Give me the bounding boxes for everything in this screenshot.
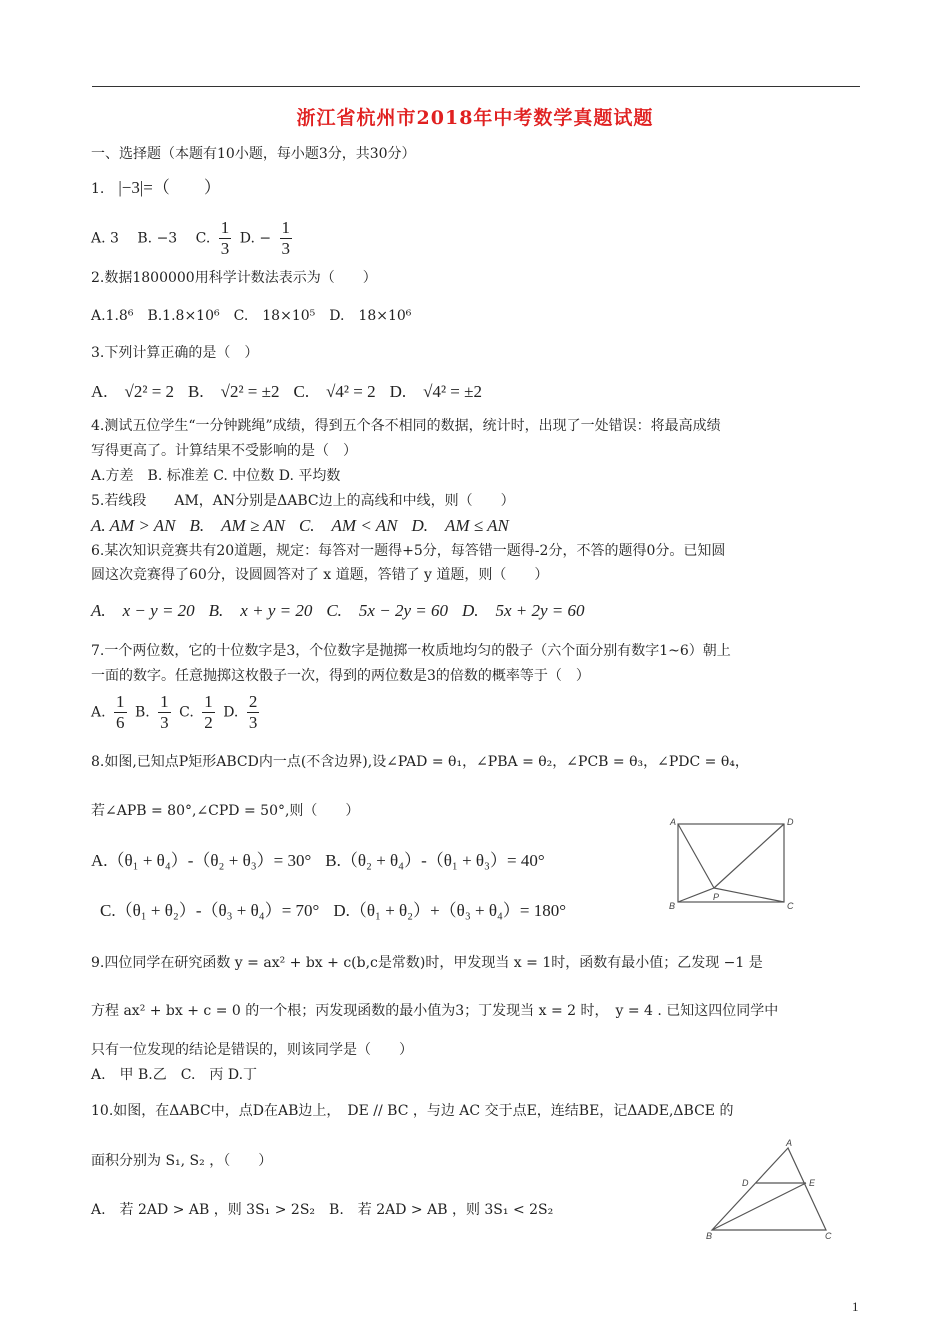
question-8-options-ab: A.（θ₁ + θ₄）-（θ₂ + θ₃）= 30° B.（θ₂ + θ₄）-（θ₁ + θ₃）= 40° [91,851,545,870]
question-10-options: A. 若 2AD > AB ，则 3S₁ > 2S₂ B. 若 2AD > AB ，则 3S₁ < 2S₂ [91,1202,554,1218]
question-7-line2: 一面的数字。任意抛掷这枚骰子一次，得到的两位数是3的倍数的概率等于（ ） [91,668,590,684]
segment-ap [678,824,714,888]
label-a: A [786,1138,793,1148]
triangle-abc [712,1148,826,1230]
page-number: 1 [852,1299,859,1314]
label-e: E [809,1178,816,1188]
fraction: $\frac{1}{2}$ [204,692,213,732]
question-2: 2.数据1800000用科学计数法表示为（ ） [91,270,377,286]
header-rule [92,86,860,87]
label-b: B [669,901,676,911]
rectangle-abcd [678,824,784,902]
label-p: P [713,892,720,902]
segment-cp [714,888,784,902]
rectangle-figure [662,812,807,914]
question-2-options: A.1.8⁶ B.1.8×10⁶ C. 18×10⁵ D. 18×10⁶ [91,308,412,324]
question-4-options: A.方差 B. 标准差 C. 中位数 D. 平均数 [91,468,341,484]
label-c: C [787,901,794,911]
question-6-line1: 6.某次知识竞赛共有20道题，规定：每答对一题得+5分，每答错一题得-2分，不答的题得0分。已知圆 [91,543,726,559]
question-10-line2: 面积分别为 S₁, S₂ ，（ ） [91,1153,273,1169]
question-1-options: A. 3 B. −3 C. $\frac{1}{3}$ D. − $\frac{1}{3}$ [91,218,291,258]
label-d: D [742,1178,749,1188]
question-9-line3: 只有一位发现的结论是错误的，则该同学是（ ） [91,1042,413,1058]
question-6-line2: 圆这次竞赛得了60分，设圆圆答对了 x 道题，答错了 y 道题，则（ ） [91,567,549,583]
question-1: 1. |−3|=（ ） [91,178,221,197]
label-b: B [706,1231,713,1241]
question-9-options: A. 甲 B.乙 C. 丙 D.丁 [91,1067,258,1083]
question-9-line1: 9.四位同学在研究函数 y = ax² + bx + c(b,c是常数)时，甲发现当 x = 1时，函数有最小值；乙发现 −1 是 [91,955,763,971]
question-8-line2: 若∠APB = 80°,∠CPD = 50°,则（ ） [91,803,360,819]
triangle-figure [700,1138,850,1243]
section-heading: 一、选择题（本题有10小题，每小题3分，共30分） [91,146,416,162]
question-6-options: A. x − y = 20 B. x + y = 20 C. 5x − 2y = 60 D. 5x + 2y = 60 [91,601,585,620]
page-title: 浙江省杭州市2018年中考数学真题试题 [296,107,654,129]
question-3-options: A. √2² = 2 B. √2² = ±2 C. √4² = 2 D. √4² = ±2 [91,382,482,401]
fraction: $\frac{1}{3}$ [220,218,230,258]
fraction: $\frac{1}{6}$ [116,692,125,732]
question-4-line2: 写得更高了。计算结果不受影响的是（ ） [91,443,357,459]
question-7-options: A. $\frac{1}{6}$ B. $\frac{1}{3}$ C. $\frac{1}{2}$ D. $\frac{2}{3}$ [91,692,258,732]
question-4-line1: 4.测试五位学生“一分钟跳绳”成绩，得到五个各不相同的数据，统计时，出现了一处错误：将最高成绩 [91,418,721,434]
fraction: $\frac{2}{3}$ [248,692,258,732]
question-8-line1: 8.如图,已知点P矩形ABCD内一点(不含边界),设∠PAD = θ₁，∠PBA = θ₂，∠PCB = θ₃，∠PDC = θ₄， [91,754,749,770]
question-10-line1: 10.如图，在ΔABC中，点D在AB边上， DE // BC ，与边 AC 交于点E，连结BE，记ΔADE,ΔBCE 的 [91,1103,734,1119]
question-7-line1: 7.一个两位数，它的十位数字是3，个位数字是抛掷一枚质地均匀的骰子（六个面分别有数字1~6）朝上 [91,643,731,659]
label-c: C [825,1231,832,1241]
segment-be [712,1183,806,1230]
question-3: 3.下列计算正确的是（ ） [91,345,259,361]
question-9-line2: 方程 ax² + bx + c = 0 的一个根；丙发现函数的最小值为3；丁发现当 x = 2 时， y = 4 . 已知这四位同学中 [91,1003,779,1019]
segment-dp [714,824,784,888]
label-d: D [787,817,794,827]
question-8-options-cd: C.（θ₁ + θ₂）-（θ₃ + θ₄）= 70° D.（θ₁ + θ₂）+（θ₃ + θ₄）= 180° [100,901,567,920]
label-a: A [670,817,677,827]
question-5: 5.若线段 AM，AN分别是ΔABC边上的高线和中线，则（ ） [91,493,515,509]
fraction: $\frac{1}{3}$ [281,218,291,258]
fraction: $\frac{1}{3}$ [160,692,169,732]
segment-bp [678,888,714,902]
question-5-options: A. AM > AN B. AM ≥ AN C. AM < AN D. AM ≤ AN [91,516,509,535]
